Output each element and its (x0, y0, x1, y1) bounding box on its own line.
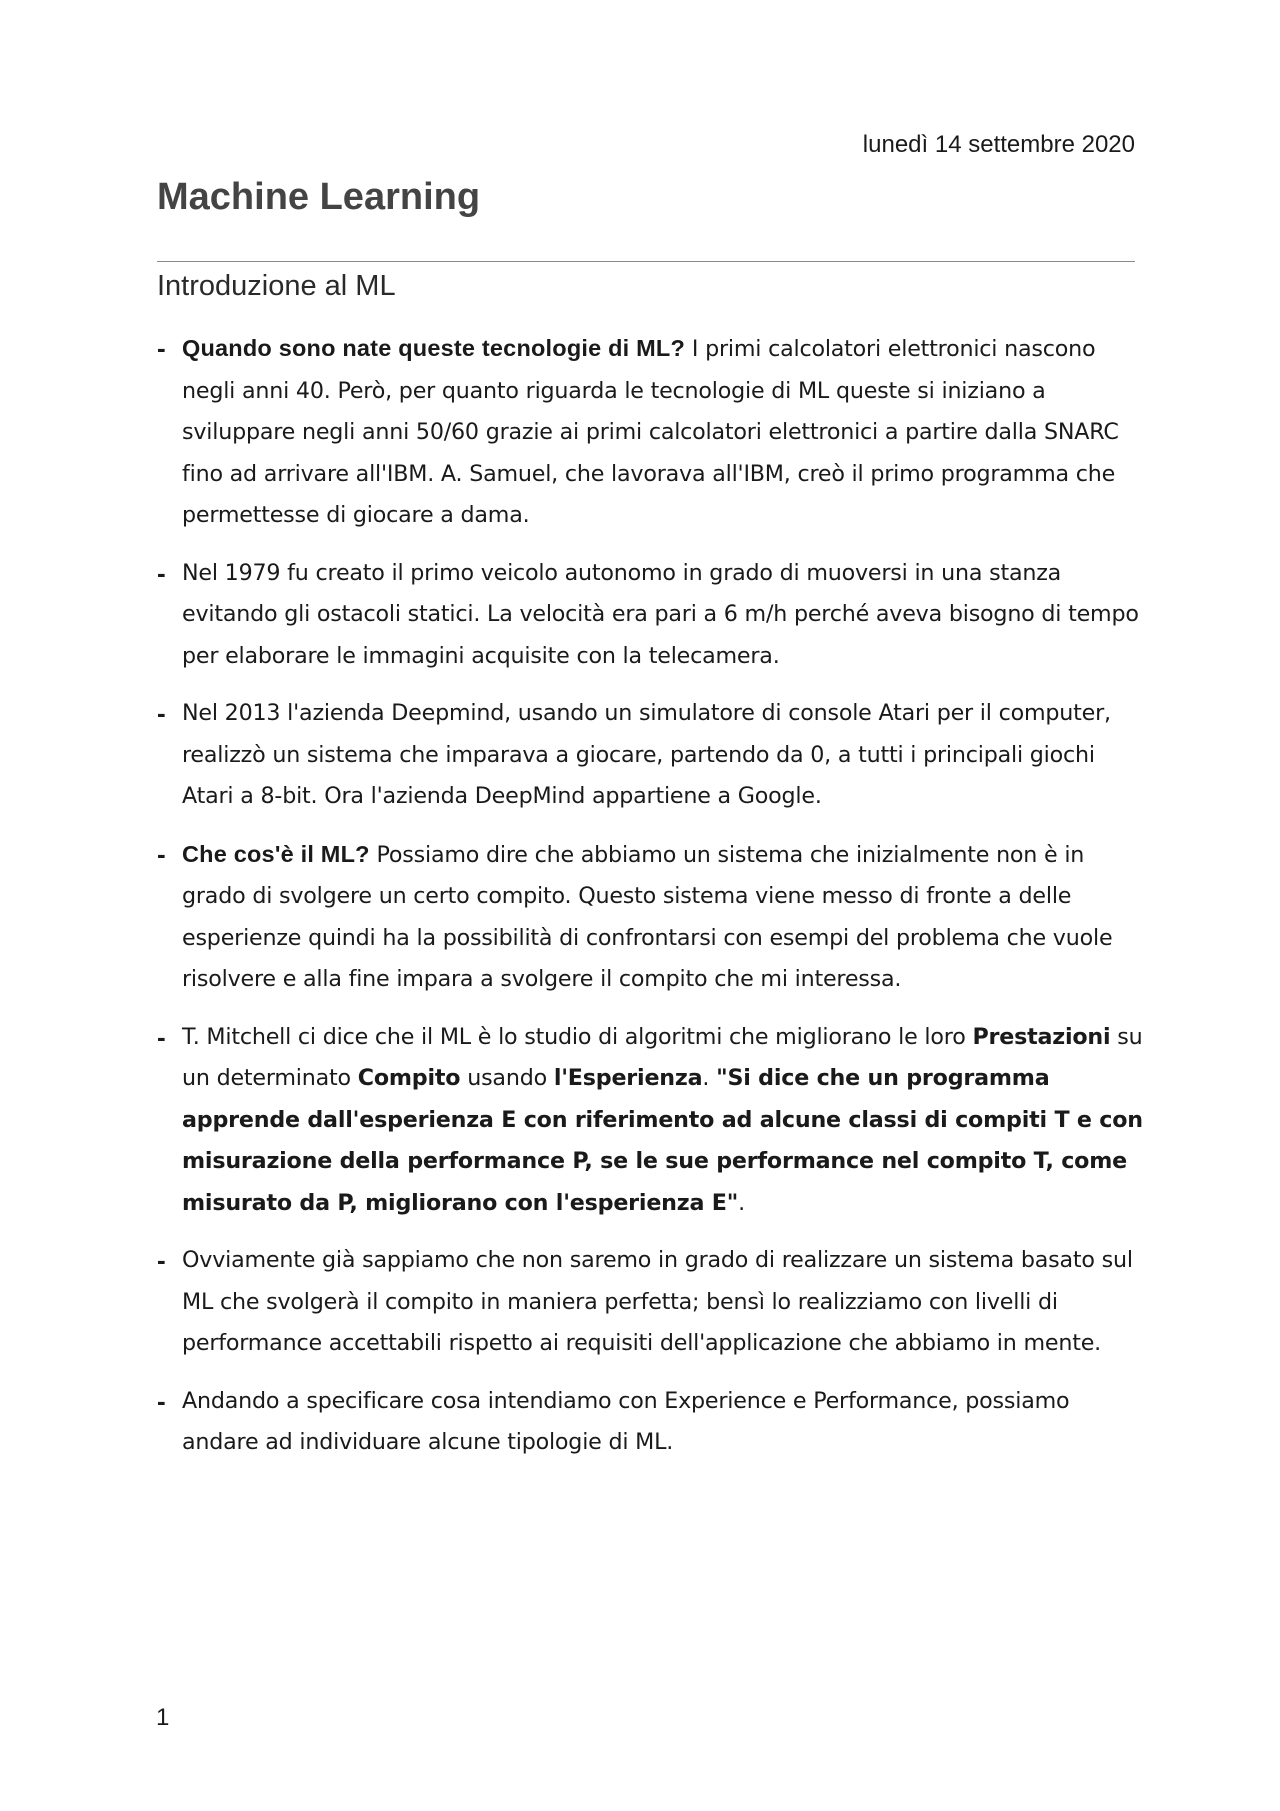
bullet-dash-icon: - (157, 838, 166, 869)
bullet-dash-icon: - (157, 557, 166, 588)
bullet-item-origins (157, 328, 1147, 537)
bullet-question: Che cos'è il ML? (182, 840, 370, 867)
section-title: Introduzione al ML (157, 270, 396, 302)
bullet-question: Quando sono nate queste tecnologie di ML? (182, 335, 686, 361)
bullet-text: Possiamo dire che abbiamo un sistema che inizialmente non è in grado di svolgere un certo compito. Questo sistema viene messo di fronte a delle esperienze quindi ha la possibilità di confrontarsi con esempi del problema che vuole risolvere e alla fine impara a svolgere il compito che mi interessa. (182, 841, 1113, 992)
page-title: Machine Learning (157, 176, 481, 218)
term-esperienza: l'Esperienza (553, 1065, 703, 1091)
bullet-item-performance (157, 1240, 1147, 1365)
bullet-text: I primi calcolatori elettronici nascono negli anni 40. Però, per quanto riguarda le tecnologie di ML queste si iniziano a sviluppare negli anni 50/60 grazie ai primi calcolatori elettronici a partire dalla SNARC fino ad arrivare all'IBM. A. Samuel, che lavorava all'IBM, creò il primo programma che permettesse di giocare a dama. (182, 336, 1119, 528)
bullet-dash-icon: - (157, 1021, 166, 1052)
title-divider (157, 261, 1135, 262)
bullet-item-definition (157, 834, 1147, 1001)
bullet-list (157, 328, 1147, 1480)
bullet-dash-icon: - (157, 333, 166, 363)
bullet-item-1979 (157, 553, 1147, 678)
bullet-text: su un determinato (182, 1023, 1143, 1091)
bullet-dash-icon: - (157, 698, 166, 728)
bullet-text: Nel 1979 fu creato il primo veicolo autonomo in grado di muoversi in una stanza evitando gli ostacoli statici. La velocità era pari a 6 m/h perché aveva bisogno di tempo per elaborare le immagini acquisite con la telecamera. (182, 559, 1139, 669)
bullet-text: usando (460, 1065, 554, 1091)
bullet-dash-icon: - (157, 1245, 166, 1275)
bullet-item-2013 (157, 693, 1147, 818)
bullet-text: Nel 2013 l'azienda Deepmind, usando un simulatore di console Atari per il computer, realizzò un sistema che imparava a giocare, partendo da 0, a tutti i principali giochi Atari a 8-bit. Ora l'azienda DeepMind appartiene a Google. (182, 700, 1111, 809)
bullet-text: T. Mitchell ci dice che il ML è lo studio di algoritmi che migliorano le loro (182, 1023, 973, 1050)
page-number: 1 (156, 1704, 170, 1731)
bullet-text: . (738, 1189, 745, 1216)
mitchell-definition-quote: "Si dice che un programma apprende dall'esperienza E con riferimento ad alcune classi di compiti T e con misurazione della performance P, se le sue performance nel compito T, come misurato da P, migliorano con l'esperienza E" (182, 1065, 1143, 1216)
bullet-dash-icon: - (157, 1385, 166, 1416)
term-prestazioni: Prestazioni (972, 1023, 1111, 1050)
page-date: lunedì 14 settembre 2020 (862, 131, 1135, 158)
bullet-item-mitchell (157, 1017, 1147, 1225)
bullet-item-typologies (157, 1381, 1147, 1464)
term-compito: Compito (357, 1065, 461, 1091)
bullet-text: Andando a specificare cosa intendiamo con Experience e Performance, possiamo andare ad individuare alcune tipologie di ML. (182, 1387, 1070, 1455)
bullet-text: Ovviamente già sappiamo che non saremo in grado di realizzare un sistema basato sul ML che svolgerà il compito in maniera perfetta; bensì lo realizziamo con livelli di performance accettabili rispetto ai requisiti dell'applicazione che abbiamo in mente. (182, 1247, 1133, 1356)
bullet-text: . (702, 1065, 717, 1091)
